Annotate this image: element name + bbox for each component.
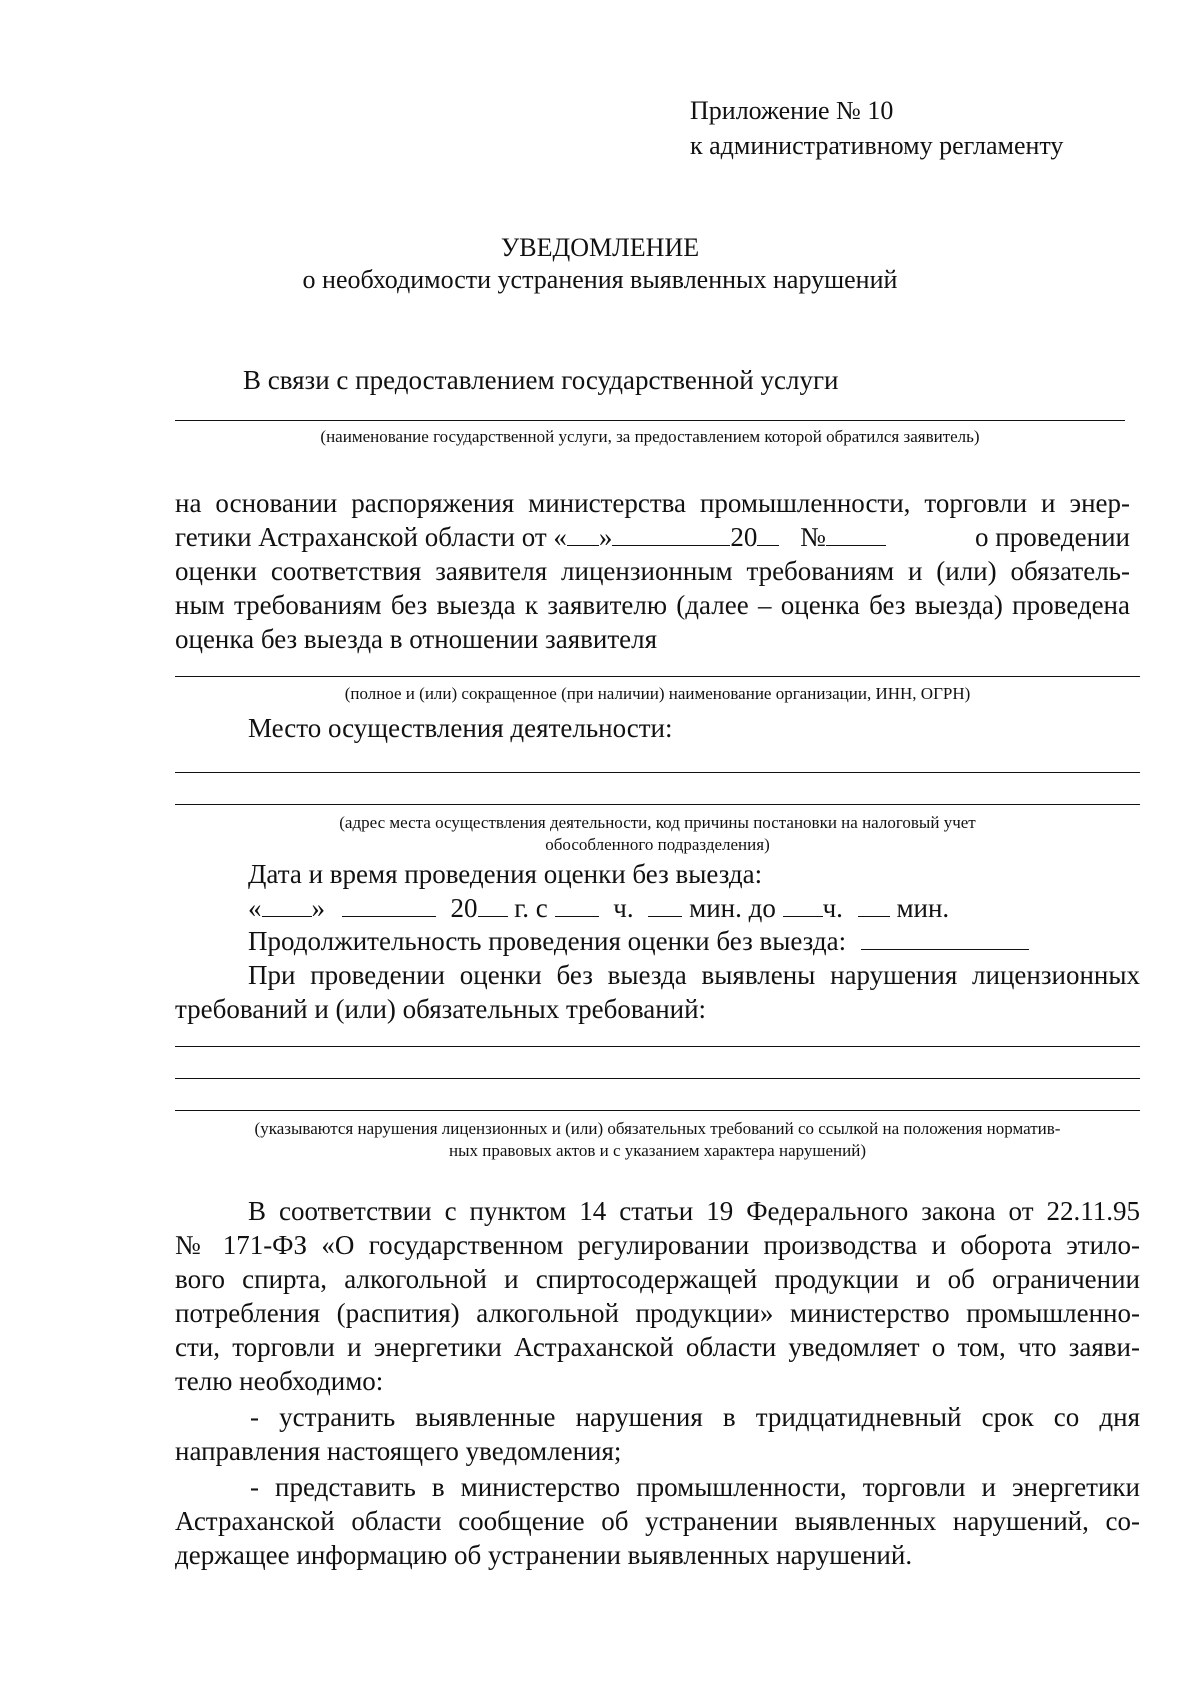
basis-line-3: оценки соответствия заявителя лицензионным требованиям и (или) обязатель- <box>175 556 1130 586</box>
body-p1-line-2: № 171-ФЗ «О государственном регулировании производства и оборота этило- <box>175 1230 1140 1260</box>
duration-label: Продолжительность проведения оценки без выезда: <box>248 926 847 956</box>
place-label: Место осуществления деятельности: <box>248 713 673 743</box>
basis-line-2 <box>175 521 1130 553</box>
datetime-hour-1: ч. <box>613 893 634 923</box>
order-month-blank[interactable] <box>612 523 730 546</box>
assessment-month-blank[interactable] <box>342 894 436 917</box>
place-caption-2: обособленного подразделения) <box>545 835 770 854</box>
end-minute-blank[interactable] <box>858 894 890 917</box>
body-p1-line-4: потребления (распития) алкогольной продукции» министерство промышленно- <box>175 1298 1140 1328</box>
start-hour-blank[interactable] <box>555 894 599 917</box>
datetime-year-suffix: г. с <box>514 893 548 923</box>
start-minute-blank[interactable] <box>648 894 682 917</box>
assessment-year-blank[interactable] <box>478 894 508 917</box>
datetime-label: Дата и время проведения оценки без выезда: <box>248 859 763 889</box>
basis-line-4: ным требованиям без выезда к заявителю (далее – оценка без выезда) проведена <box>175 590 1130 620</box>
body-b2-line-1: - представить в министерство промышленности, торговли и энергетики <box>250 1472 1140 1502</box>
datetime-year: 20 <box>450 893 478 923</box>
datetime-quote-close: » <box>311 893 325 923</box>
body-p1-line-5: сти, торговли и энергетики Астраханской области уведомляет о том, что заяви- <box>175 1332 1140 1362</box>
basis-line-1: на основании распоряжения министерства промышленности, торговли и энер- <box>175 488 1130 518</box>
body-p1-line-6: телю необходимо: <box>175 1366 384 1396</box>
appendix-reference: к административному регламенту <box>690 131 1064 160</box>
order-year-blank[interactable] <box>757 523 779 546</box>
assessment-day-blank[interactable] <box>262 894 312 917</box>
intro-line: В связи с предоставлением государственной услуги <box>243 365 839 395</box>
organization-name-line <box>175 676 1140 677</box>
basis-number-sign: № <box>800 522 826 552</box>
body-b1-line-1: - устранить выявленные нарушения в тридцатидневный срок со дня <box>250 1402 1140 1432</box>
body-p1-line-1: В соответствии с пунктом 14 статьи 19 Федерального закона от 22.11.95 <box>248 1196 1140 1226</box>
violations-line-b <box>175 1078 1140 1079</box>
basis-quote-close: » <box>598 522 613 552</box>
datetime-min-to: мин. до <box>689 893 776 923</box>
basis-date-prefix: гетики Астраханской области от « <box>175 522 567 552</box>
violations-line-a <box>175 1046 1140 1047</box>
appendix-number: Приложение № 10 <box>690 96 894 125</box>
body-b2-line-3: держащее информацию об устранении выявленных нарушений. <box>175 1540 913 1570</box>
place-line-2 <box>175 804 1140 805</box>
violations-line-c <box>175 1110 1140 1111</box>
end-hour-blank[interactable] <box>783 894 823 917</box>
violations-caption-2: ных правовых актов и с указанием характера нарушений) <box>449 1141 866 1160</box>
datetime-row <box>248 892 949 924</box>
datetime-quote-open: « <box>248 893 262 923</box>
duration-row <box>248 925 1029 957</box>
order-day-blank[interactable] <box>567 523 599 546</box>
datetime-hour-2: ч. <box>822 893 843 923</box>
body-b1-line-2: направления настоящего уведомления; <box>175 1436 622 1466</box>
basis-year-prefix: 20 <box>730 522 758 552</box>
body-p1-line-3: вого спирта, алкогольной и спиртосодержащей продукции и об ограничении <box>175 1264 1140 1294</box>
basis-topic: о проведении <box>975 522 1130 552</box>
body-b2-line-2: Астраханской области сообщение об устранении выявленных нарушений, со- <box>175 1506 1140 1536</box>
place-caption-1: (адрес места осуществления деятельности, код причины постановки на налоговый учет <box>339 813 976 832</box>
order-number-blank[interactable] <box>826 523 886 546</box>
violations-line-1: При проведении оценки без выезда выявлены нарушения лицензионных <box>248 960 1140 990</box>
service-name-caption: (наименование государственной услуги, за предоставлением которой обратился заявитель) <box>320 427 980 446</box>
document-subtitle: о необходимости устранения выявленных нарушений <box>302 265 898 294</box>
organization-name-caption: (полное и (или) сокращенное (при наличии) наименование организации, ИНН, ОГРН) <box>344 684 971 703</box>
service-name-line <box>175 420 1125 421</box>
violations-caption-1: (указываются нарушения лицензионных и (или) обязательных требований со ссылкой на положения норматив- <box>254 1119 1061 1138</box>
violations-line-2: требований и (или) обязательных требований: <box>175 994 707 1024</box>
document-title: УВЕДОМЛЕНИЕ <box>500 233 700 262</box>
basis-line-5: оценка без выезда в отношении заявителя <box>175 624 657 654</box>
duration-blank[interactable] <box>861 927 1029 950</box>
place-line-1 <box>175 772 1140 773</box>
datetime-min: мин. <box>896 893 950 923</box>
